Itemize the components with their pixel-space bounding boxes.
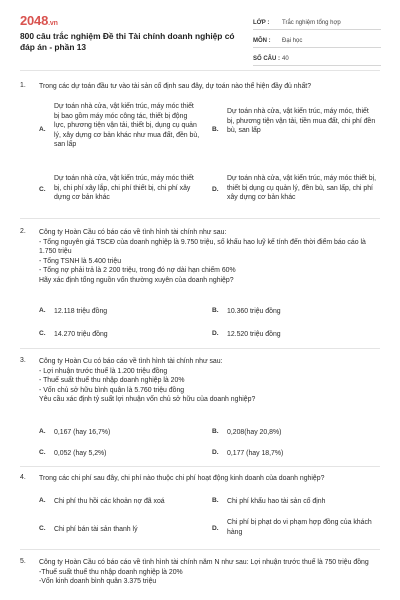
option-text: 0,208(hay 20,8%) [227,429,282,436]
option-text: Dự toán nhà cửa, vật kiến trúc, máy móc thiết bị, thiết bị dụng cụ quản lý, đền bù, san lấp, chi phí xây dựng cơ bản khác [227,175,377,202]
option-text: Chi phí bị phạt do vi phạm hợp đồng của khách hàng [227,519,372,536]
question-number: 2. [20,228,26,235]
option-text: Chi phí khấu hao tài sản cố định [227,498,326,505]
option-text: 14.270 triệu đồng [54,331,108,338]
option-text: 12.118 triệu đồng [54,308,108,315]
option-letter: A. [39,428,46,435]
option-letter: D. [212,186,219,193]
document-title: 800 câu trắc nghiệm Đề thi Tài chính doanh nghiệp có đáp án - phần 13 [20,31,235,52]
option-letter: D. [212,330,219,337]
option-letter: A. [39,126,46,133]
question-divider [20,466,380,467]
logo-main: 2048 [20,13,49,28]
question-text: Công ty Hoàn Cu có báo cáo về tình hình tài chính như sau: - Lợi nhuận trước thuế là 1.200 triệu đồng - Thuế suất thuế thu nhập doanh nghiệp là 20% - Vốn chủ sở hữu bình quân là 5.760 triệu đồng Yêu cầu xác định tỷ suất lợi nhuận vốn chủ sở hữu của doanh nghiệp? [39,358,256,404]
option-text: Dự toán nhà cửa, vật kiến trúc, máy móc thiết bị bao gồm máy móc công tác, thiết bị động lực, phương tiện vận tải, thiết bị, dụng cụ quản lý, xây dựng cơ bản khác như mua đất, đền bù, san lấp [54,103,200,149]
meta-count-label: SỐ CÂU : [253,56,280,62]
question-text: Trong các dự toán đầu tư vào tài sản cố định sau đây, dự toán nào thể hiện đầy đủ nhất? [39,83,312,90]
question-text: Trong các chi phí sau đây, chi phí nào thuộc chi phí hoạt động kinh doanh của doanh nghiệp? [39,475,325,482]
option-text: 10.360 triệu đồng [227,308,281,315]
option-letter: D. [212,525,219,532]
meta-class-label: LỚP : [253,20,270,26]
option-letter: B. [212,126,219,133]
site-logo[interactable] [20,13,58,28]
option-letter: C. [39,186,46,193]
option-letter: B. [212,497,219,504]
logo-suffix: .vn [48,20,58,27]
meta-subject-value: Đại học [282,38,303,44]
header-divider [20,70,380,71]
option-letter: B. [212,307,219,314]
question-number: 4. [20,474,26,481]
document-header [0,0,400,62]
question-divider [20,348,380,349]
option-text: 0,177 (hay 18,7%) [227,450,284,457]
option-letter: C. [39,449,46,456]
option-text: 0,052 (hay 5,2%) [54,450,107,457]
option-text: Dự toán nhà cửa, vật kiến trúc, máy móc thiết bị, chi phí xây lắp, chi phí thiết bị, chi phí xây dựng cơ bản khác [54,175,194,202]
option-letter: C. [39,525,46,532]
question-text: Công ty Hoàn Cầu có báo cáo về tình hình tài chính như sau: - Tổng nguyên giá TSCĐ của doanh nghiệp là 9.750 triệu, số khấu hao luỹ kế tính đến thời điểm báo cáo là 1.750 triệu - Tổng TSNH là 5.400 triệu - Tổng nợ phải trả là 2 200 triệu, trong đó nợ dài hạn chiếm 60% Hãy xác định tổng nguồn vốn thường xuyên của doanh nghiệp? [39,229,366,284]
option-text: 0,167 (hay 16,7%) [54,429,111,436]
option-letter: B. [212,428,219,435]
question-number: 1. [20,82,26,89]
option-letter: A. [39,307,46,314]
meta-count-value: 40 [282,56,289,62]
document-meta [253,14,381,66]
meta-class-value: Trắc nghiệm tổng hợp [282,20,341,26]
meta-subject-row [253,32,381,48]
question-number: 5. [20,558,26,565]
question-text: Công ty Hoàn Cầu có báo cáo về tình hình tài chính năm N như sau: Lợi nhuận trước thuế là 750 triệu đồng -Thuế suất thuế thu nhập doanh nghiệp là 20% -Vốn kinh doanh bình quân 3.375 triệu [39,559,369,586]
question-number: 3. [20,357,26,364]
option-letter: D. [212,449,219,456]
option-letter: A. [39,497,46,504]
meta-subject-label: MÔN : [253,38,271,44]
option-text: Chi phí thu hồi các khoản nợ đã xoá [54,498,165,505]
option-letter: C. [39,330,46,337]
option-text: Dự toán nhà cửa, vật kiến trúc, máy móc, thiết bị, phương tiện vận tải, tiền mua đất, chi phí đền bù, san lấp [227,108,376,135]
option-text: 12.520 triệu đồng [227,331,281,338]
question-divider [20,549,380,550]
meta-count-row [253,50,381,66]
option-text: Chi phí bán tài sản thanh lý [54,526,138,533]
meta-class-row [253,14,381,30]
question-divider [20,218,380,219]
